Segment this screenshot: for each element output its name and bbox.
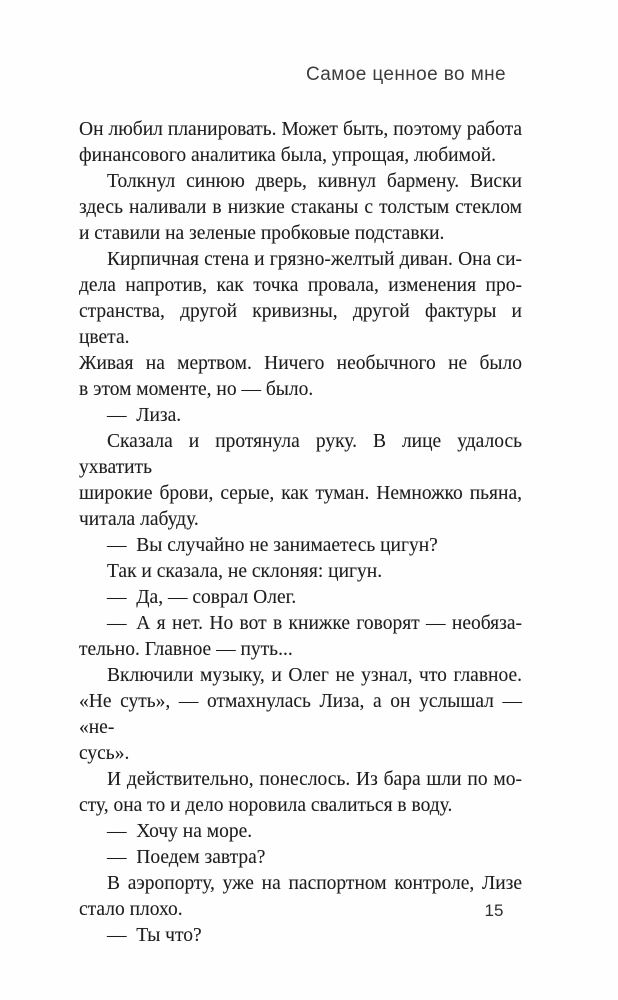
text-line: сусь». <box>79 743 130 764</box>
text-line: «Не суть», — отмахнулась Лиза, а он услышал — «не- <box>79 691 522 738</box>
text-line: стало плохо. <box>79 899 183 920</box>
text-line: И действительно, понеслось. Из бара шли по мо- <box>107 769 522 790</box>
text-line: — Хочу на море. <box>107 821 253 842</box>
text-line: здесь наливали в низкие стаканы с толстым стеклом <box>79 197 522 218</box>
text-line: Включили музыку, и Олег не узнал, что главное. <box>107 665 522 686</box>
text-line: странства, другой кривизны, другой фактуры и цвета. <box>79 301 522 348</box>
text-line: — Вы случайно не занимаетесь цигун? <box>107 535 438 556</box>
text-line: — А я нет. Но вот в книжке говорят — необяза- <box>107 613 522 634</box>
text-line: сту, она то и дело норовила свалиться в воду. <box>79 795 453 816</box>
text-line: и ставили на зеленые пробковые подставки. <box>79 223 445 244</box>
text-line: широкие брови, серые, как туман. Немножко пьяна, <box>79 483 522 504</box>
text-line: Так и сказала, не склоняя: цигун. <box>107 561 383 582</box>
running-head: Самое ценное во мне <box>305 64 507 85</box>
text-line: читала лабуду. <box>79 509 199 530</box>
text-line: дела напротив, как точка провала, изменения про- <box>79 275 522 296</box>
page-number: 15 <box>484 901 504 920</box>
text-line: — Ты что? <box>107 925 202 946</box>
text-block <box>79 117 522 949</box>
text-line: финансового аналитика была, упрощая, любимой. <box>79 145 497 166</box>
text-line: — Лиза. <box>107 405 182 426</box>
text-line: Сказала и протянула руку. В лице удалось ухватить <box>79 431 522 478</box>
text-line: Кирпичная стена и грязно-желтый диван. Она си- <box>107 249 522 270</box>
text-line: — Да, — соврал Олег. <box>107 587 297 608</box>
text-line: Толкнул синюю дверь, кивнул бармену. Виски <box>107 171 522 192</box>
text-line: — Поедем завтра? <box>107 847 266 868</box>
text-line: В аэропорту, уже на паспортном контроле, Лизе <box>107 873 522 894</box>
text-line: Он любил планировать. Может быть, поэтому работа <box>79 119 522 140</box>
text-line: тельно. Главное — путь... <box>79 639 293 660</box>
text-line: в этом моменте, но — было. <box>79 379 314 400</box>
text-line: Живая на мертвом. Ничего необычного не было <box>79 353 522 374</box>
